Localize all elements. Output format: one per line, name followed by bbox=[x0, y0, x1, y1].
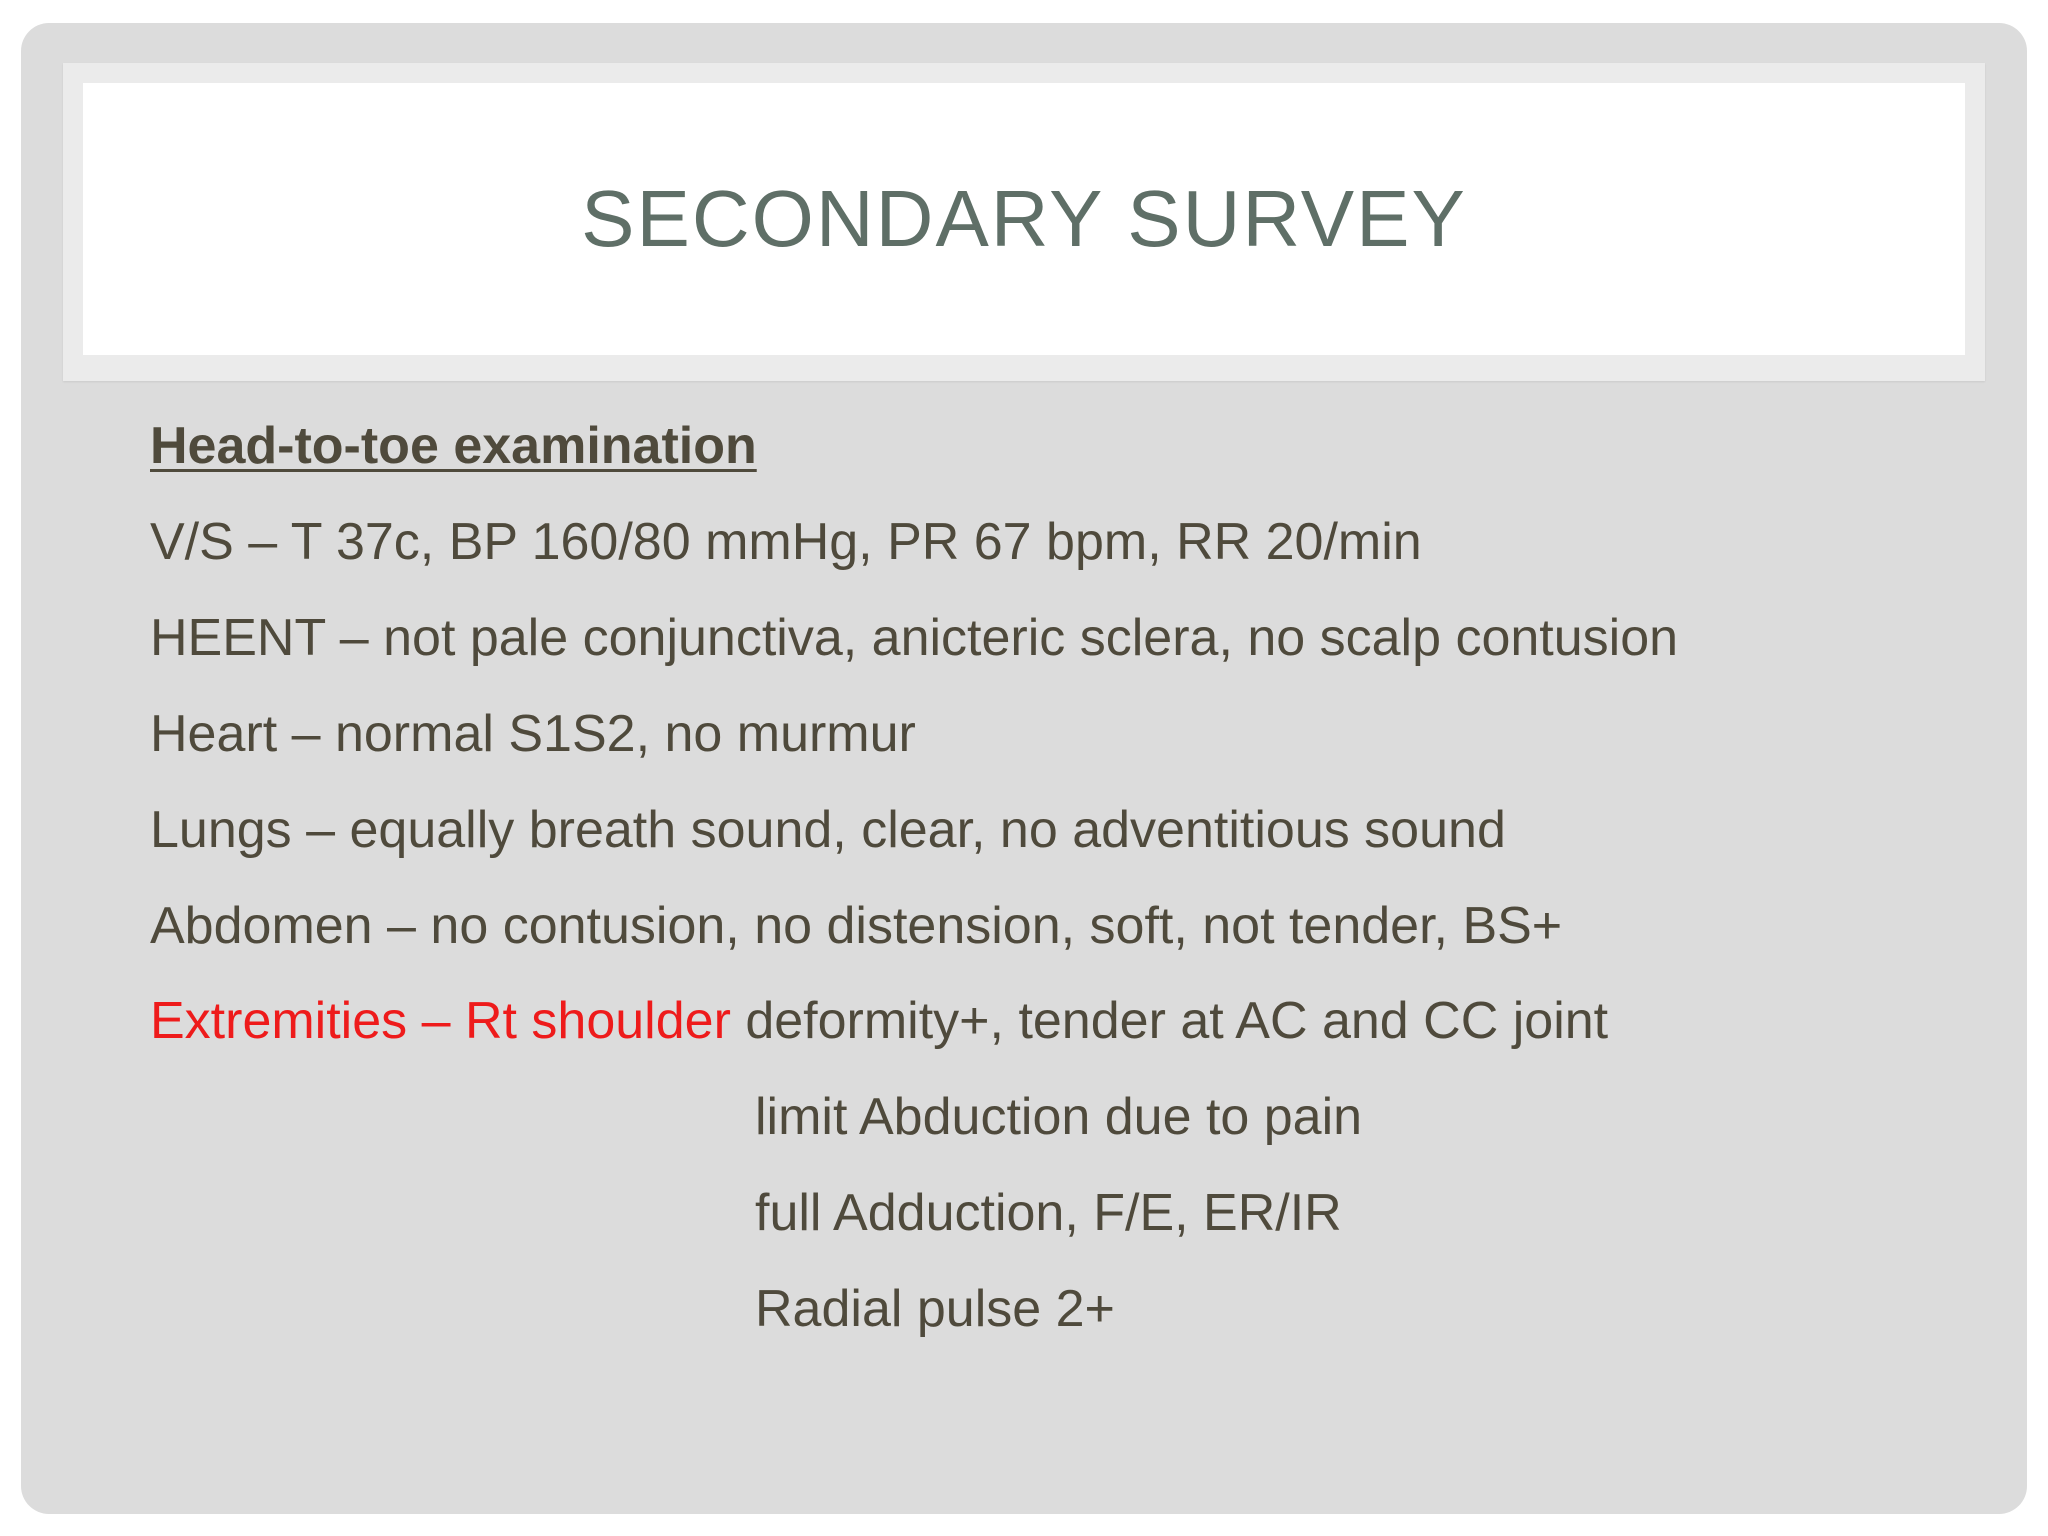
heent-line: HEENT – not pale conjunctiva, anicteric sclera, no scalp contusion bbox=[150, 609, 1679, 667]
exam-heading: Head-to-toe examination bbox=[150, 417, 757, 475]
slide bbox=[21, 23, 2027, 1514]
slide-title: SECONDARY SURVEY bbox=[581, 174, 1467, 263]
vital-signs-line: V/S – T 37c, BP 160/80 mmHg, PR 67 bpm, RR 20/min bbox=[150, 513, 1422, 571]
extremities-label: Extremities – Rt shoulder bbox=[150, 992, 731, 1050]
abdomen-line: Abdomen – no contusion, no distension, soft, not tender, BS+ bbox=[150, 897, 1563, 955]
extremities-detail: Radial pulse 2+ bbox=[755, 1280, 1115, 1338]
extremities-first-detail: deformity+, tender at AC and CC joint bbox=[730, 992, 1609, 1050]
extremities-line bbox=[150, 991, 1608, 1051]
heart-line: Heart – normal S1S2, no murmur bbox=[150, 705, 916, 763]
extremities-detail: limit Abduction due to pain bbox=[755, 1088, 1363, 1146]
lungs-line: Lungs – equally breath sound, clear, no adventitious sound bbox=[150, 801, 1506, 859]
slide-content bbox=[150, 23, 1930, 1514]
extremities-detail: full Adduction, F/E, ER/IR bbox=[755, 1184, 1342, 1242]
